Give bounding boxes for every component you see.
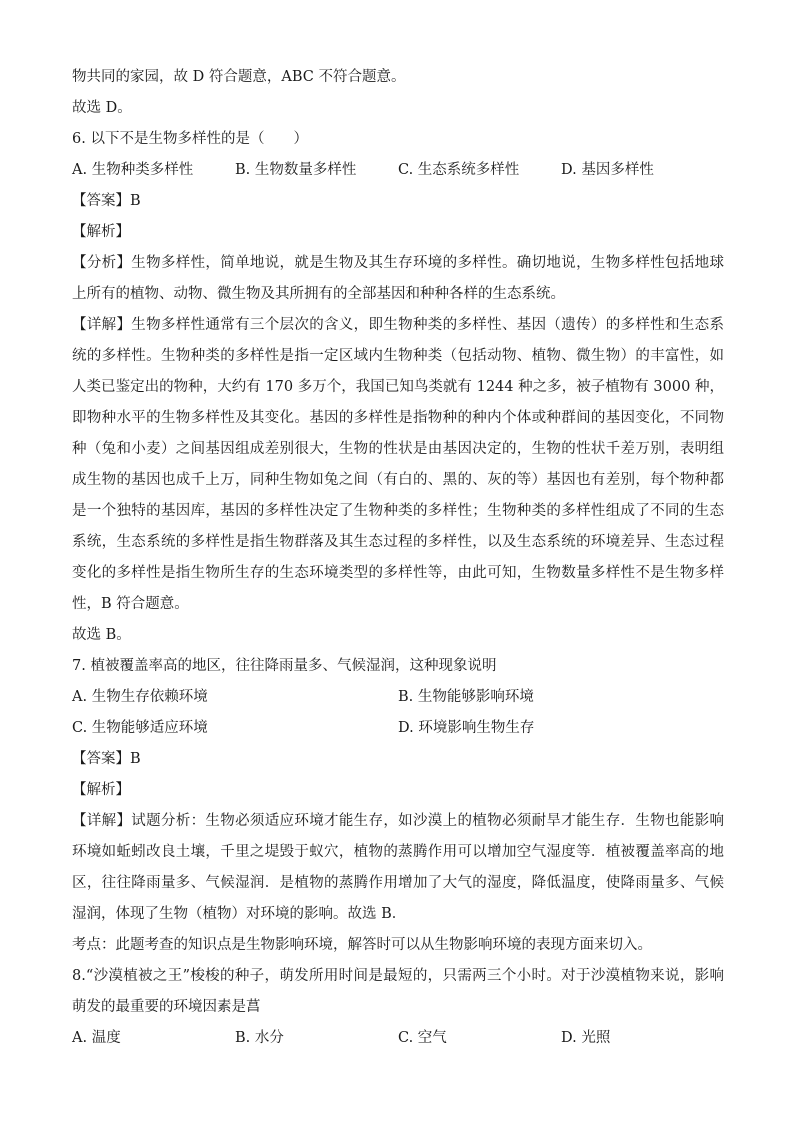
prev-answer-tail: 物共同的家园，故 D 符合题意，ABC 不符合题意。 [72,69,406,85]
q6-detail: 【详解】生物多样性通常有三个层次的含义，即生物种类的多样性、基因（遗传）的多样性和生态系统的多样性。生物种类的多样性是指一定区域内生物种类（包括动物、植物、微生物）的丰富性，如人类已鉴定出的物种，大约有 170 多万个，我国已知鸟类就有 1244 种之多，被子植物有 3000 种，即物种水平的生物多样性及其变化。基因的多样性是指物种的种内个体或种群间的基因变化，不同物种（兔和小麦）之间基因组成差别很大，生物的性状是由基因决定的，生物的性状千差万别，表明组成生物的基因也成千上万，同种生物如兔之间（有白的、黑的、灰的等）基因也有差别，每个物种都是一个独特的基因库，基因的多样性决定了生物种类的多样性；生物种类的多样性组成了不同的生态系统，生态系统的多样性是指生物群落及其生态过程的多样性，以及生态系统的环境差异、生态过程变化的多样性是指生物所生存的生态环境类型的多样性等，由此可知，生物数量多样性不是生物多样性，B 符合题意。 [72,317,724,612]
q7-option-c: C. 生物能够适应环境 [72,720,208,736]
q6-answer: 【答案】B [72,193,141,209]
q7-kaodian: 考点：此题考查的知识点是生物影响环境，解答时可以从生物影响环境的表现方面来切入。 [72,937,652,953]
question-7-stem: 7. 植被覆盖率高的地区，往往降雨量多、气候湿润，这种现象说明 [72,658,497,674]
q7-detail: 【详解】试题分析：生物必须适应环境才能生存，如沙漠上的植物必须耐旱才能生存．生物也能影响环境如蚯蚓改良土壤，千里之堤毁于蚁穴，植物的蒸腾作用可以增加空气湿度等．植被覆盖率高的地区，往往降雨量多、气候湿润．是植物的蒸腾作用增加了大气的湿度，降低温度，使降雨量多、气候湿润，体现了生物（植物）对环境的影响。故选 B． [72,813,724,922]
question-8-options [72,1023,724,1054]
q7-answer: 【答案】B [72,751,141,767]
q6-option-c: C. 生态系统多样性 [398,162,520,178]
q8-option-d: D. 光照 [561,1030,611,1046]
q8-option-b: B. 水分 [235,1030,284,1046]
question-8-stem: 8.“沙漠植被之王”梭梭的种子，萌发所用时间是最短的，只需两三个小时。对于沙漠植物来说，影响萌发的最重要的环境因素是菖 [72,968,724,1015]
q7-option-a: A. 生物生存依赖环境 [72,689,208,705]
document-page [72,62,724,1054]
q6-analysis-label: 【解析】 [72,224,130,240]
q6-option-d: D. 基因多样性 [561,162,654,178]
question-7-options-row1 [72,682,724,713]
q6-option-b: B. 生物数量多样性 [235,162,357,178]
q7-option-b: B. 生物能够影响环境 [398,689,534,705]
q7-analysis-label: 【解析】 [72,782,130,798]
q7-option-d: D. 环境影响生物生存 [398,720,535,736]
q6-conclusion: 故选 B。 [72,627,131,643]
q8-option-a: A. 温度 [72,1030,121,1046]
question-6-stem: 6. 以下不是生物多样性的是（ ） [72,131,308,147]
q6-option-a: A. 生物种类多样性 [72,162,194,178]
question-6-options [72,155,724,186]
prev-conclusion: 故选 D。 [72,100,132,116]
q6-fenxi: 【分析】生物多样性，简单地说，就是生物及其生存环境的多样性。确切地说，生物多样性包括地球上所有的植物、动物、微生物及其所拥有的全部基因和种种各样的生态系统。 [72,255,724,302]
q8-option-c: C. 空气 [398,1030,447,1046]
question-7-options-row2 [72,713,724,744]
